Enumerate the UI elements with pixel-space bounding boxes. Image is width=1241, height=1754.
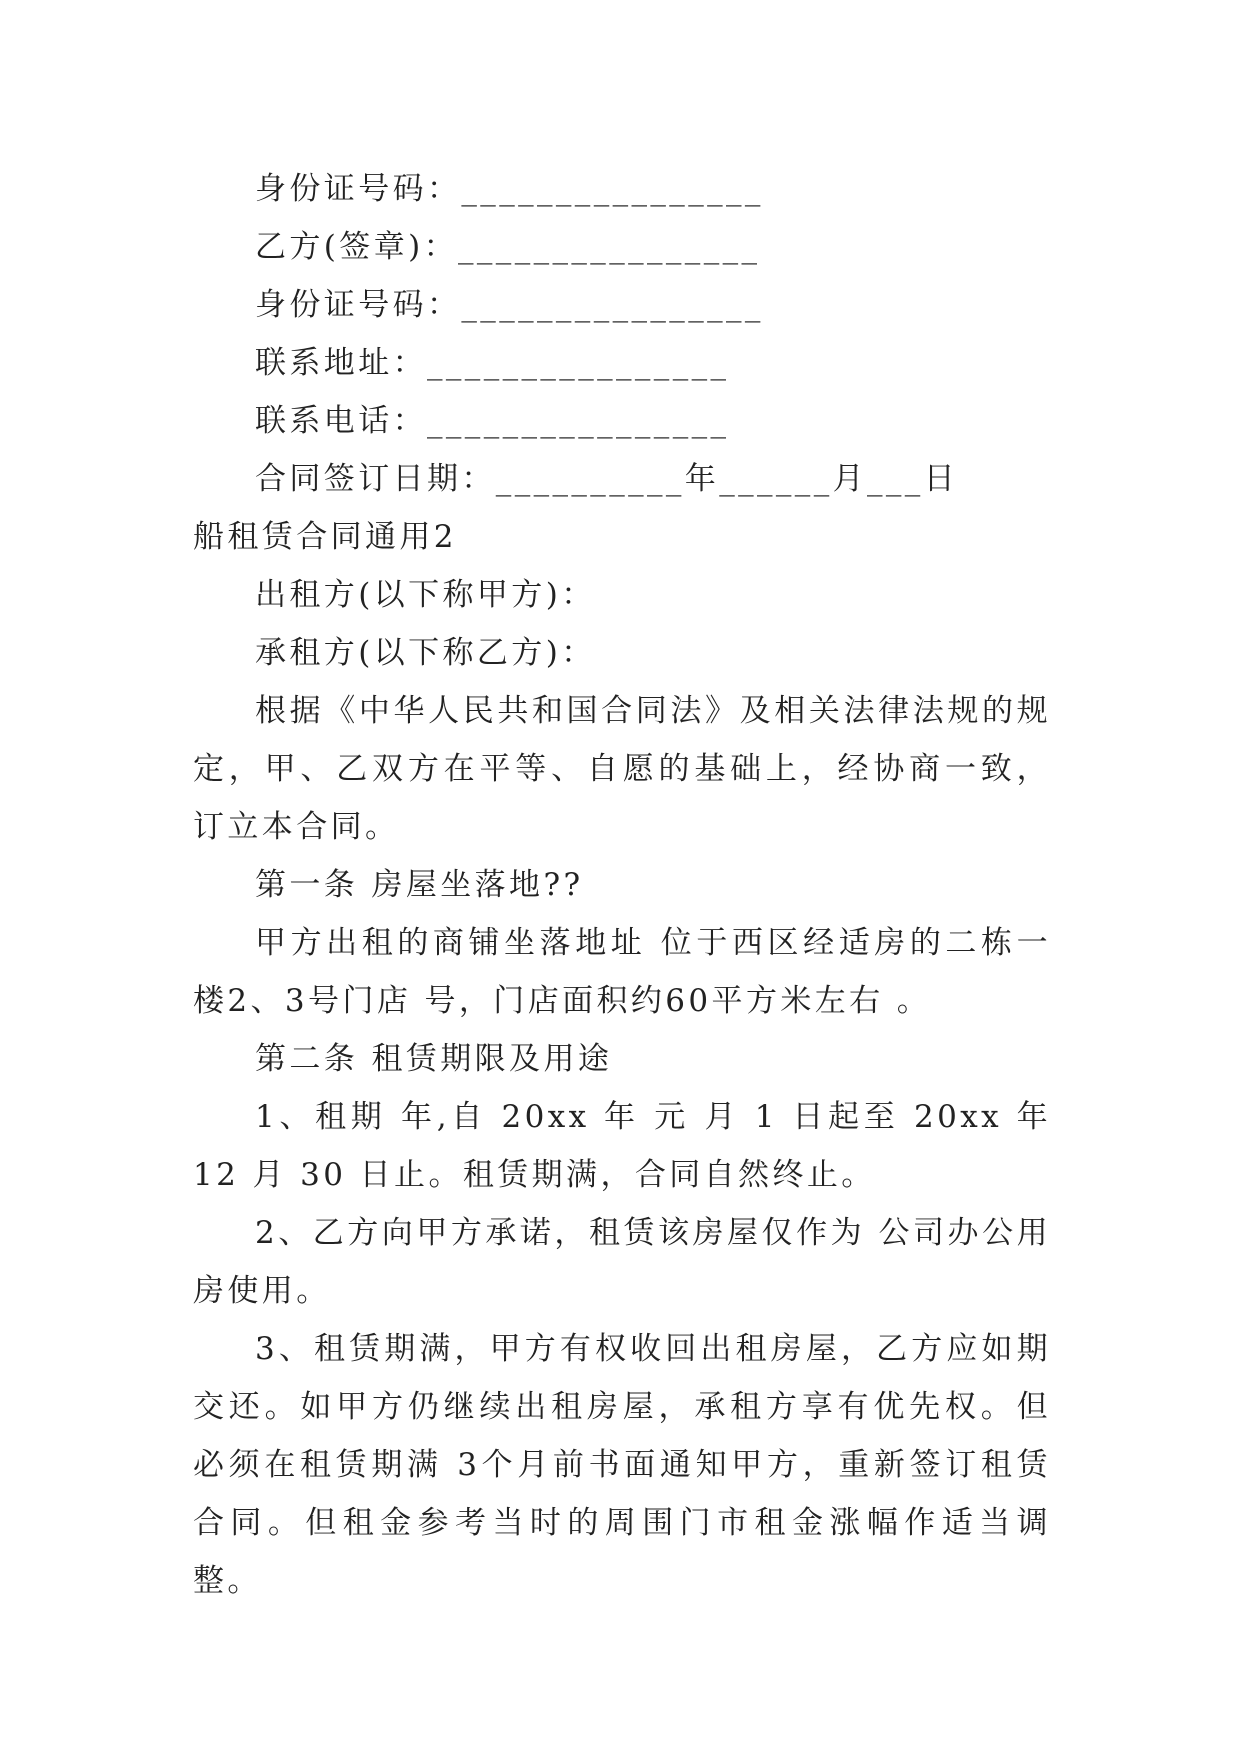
lessor-line: 出租方(以下称甲方)： bbox=[255, 577, 596, 613]
lessee-line: 承租方(以下称乙方)： bbox=[255, 635, 596, 671]
contact-address-line: 联系地址：________________ bbox=[255, 345, 730, 381]
article-one-heading: 第一条 房屋坐落地?? bbox=[255, 867, 584, 903]
usage-paragraph: 2、乙方向甲方承诺，租赁该房屋仅作为 公司办公用房使用。 bbox=[193, 1215, 1051, 1309]
signing-date-line: 合同签订日期：__________年______月___日 bbox=[255, 461, 959, 497]
renewal-paragraph: 3、租赁期满，甲方有权收回出租房屋，乙方应如期交还。如甲方仍继续出租房屋，承租方享有优先权。但必须在租赁期满 3个月前书面通知甲方，重新签订租赁合同。但租金参考当时的周围门市租金涨幅作适当调整。 bbox=[193, 1331, 1051, 1599]
id-number-line: 身份证号码：________________ bbox=[255, 287, 764, 323]
party-b-signature-line: 乙方(签章)：________________ bbox=[255, 229, 761, 265]
lease-term-paragraph: 1、租期 年,自 20xx 年 元 月 1 日起至 20xx 年 12 月 30 日止。租赁期满，合同自然终止。 bbox=[193, 1099, 1051, 1193]
property-location-paragraph: 甲方出租的商铺坐落地址 位于西区经适房的二栋一楼2、3号门店 号，门店面积约60平方米左右 。 bbox=[193, 925, 1051, 1019]
document-body bbox=[193, 160, 1051, 1610]
id-number-line: 身份证号码：________________ bbox=[255, 171, 764, 207]
section-title: 船租赁合同通用2 bbox=[193, 519, 457, 555]
article-two-heading: 第二条 租赁期限及用途 bbox=[255, 1041, 613, 1077]
legal-basis-paragraph: 根据《中华人民共和国合同法》及相关法律法规的规定，甲、乙双方在平等、自愿的基础上，经协商一致，订立本合同。 bbox=[193, 693, 1051, 845]
contact-phone-line: 联系电话：________________ bbox=[255, 403, 730, 439]
